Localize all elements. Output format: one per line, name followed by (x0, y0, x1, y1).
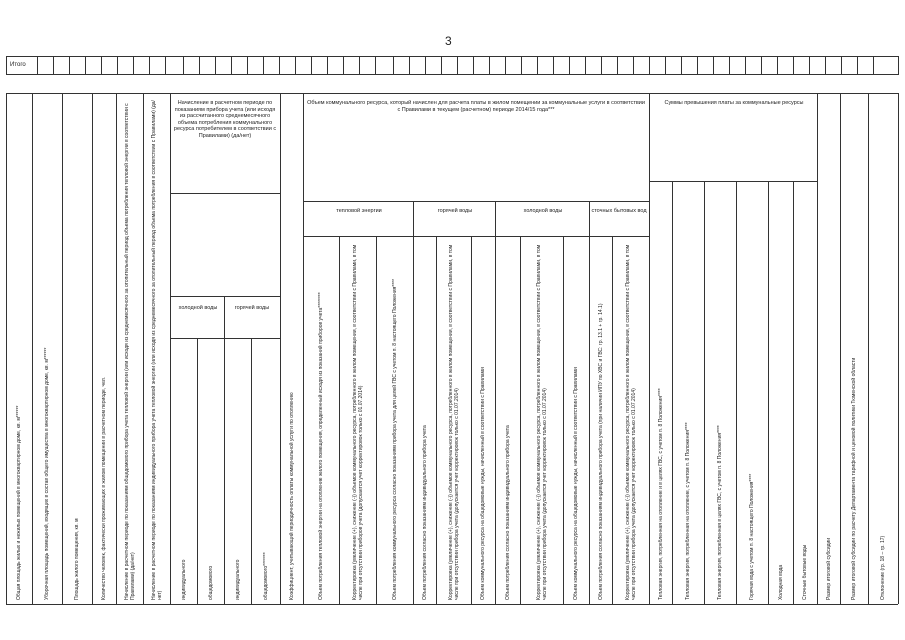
totals-cell-border (697, 56, 698, 74)
heat-header: тепловой энергии (336, 208, 382, 214)
totals-cell-border (199, 56, 200, 74)
column-border (520, 236, 521, 604)
column-header-14: Объем потребления коммунального ресурса согласно показаниям прибора учета для целей ГВС с учетом п. 8 настоящего Положения**** (391, 278, 398, 600)
column-header-6: Начисление в расчетном периоде по показаниям индивидуального прибора учета тепловой энергии (или исходя из среднемесячного за отопительный период объема потребления в соответствии с Правилами) (да/нет) (150, 100, 163, 600)
column-border (793, 181, 794, 604)
totals-cell-border (473, 56, 474, 74)
column-border (563, 236, 564, 604)
column-header-2: Уборочная площадь помещений, входящих в состав общего имущества в многоквартирном доме, кв. м****** (44, 347, 50, 600)
hot-water-header: горячей воды (234, 305, 270, 311)
column-header-29: Размер итоговой субсидии (825, 537, 832, 600)
column-border (413, 201, 414, 604)
totals-cell-border (729, 56, 730, 74)
column-border (868, 93, 869, 604)
totals-cell-border (311, 56, 312, 74)
column-border (143, 93, 144, 604)
totals-cell-border (247, 56, 248, 74)
totals-cell-border (263, 56, 264, 74)
totals-cell-border (409, 56, 410, 74)
totals-cell-border (295, 56, 296, 74)
totals-cell-border (793, 56, 794, 74)
totals-cell-border (327, 56, 328, 74)
column-border (170, 93, 171, 604)
column-header-24: Тепловая энергия, потребленная на отопление, с учетом п. 8 Положения**** (685, 422, 691, 600)
column-header-28: Сточные бытовые воды (802, 544, 808, 600)
column-border (116, 93, 117, 604)
totals-cell-border (617, 56, 618, 74)
totals-cell-border (505, 56, 506, 74)
totals-cell-border (117, 56, 118, 74)
column-header-7: индивидуального (180, 559, 187, 600)
totals-cell-border (777, 56, 778, 74)
totals-cell-border (85, 56, 86, 74)
totals-cell-border (761, 56, 762, 74)
column-border (471, 236, 472, 604)
column-border (817, 93, 818, 604)
column-border (840, 93, 841, 604)
column-border (197, 338, 198, 604)
column-header-3: Площадь жилого помещения, кв. м (74, 518, 80, 600)
totals-cell-border (359, 56, 360, 74)
column-header-15: Объем потребления согласно показаниям индивидуального прибора учета (421, 425, 428, 600)
column-header-12: Объем потребления тепловой энергии на отопление жилого помещения, определенный исходя из показаний приборов учета******** (318, 292, 324, 600)
column-border (672, 181, 673, 604)
column-header-19: Корректировка (увеличение (+), снижение (-)) объемов коммунального ресурса, потребленного в жилом помещении, в соответствии с Правилами, в том числе при отсутствии прибора учета (допускается учет корректировок только с 01.07.2014) (535, 244, 548, 600)
totals-cell-border (601, 56, 602, 74)
totals-cell-border (101, 56, 102, 74)
column-border (736, 181, 737, 604)
column-header-11: Коэффициент, учитывающий периодичность оплаты коммунальной услуги по отоплению (288, 392, 295, 600)
column-header-13: Корректировка (увеличение (+), снижение (-)) объемов коммунального ресурса, потребленного в жилом помещении, в соответствии с Правилами, в том числе при отсутствии приборов учета (допускается учет корректировок только с 01.07.2014) (351, 244, 364, 600)
column-border (251, 338, 252, 604)
column-border (280, 93, 281, 604)
totals-cell-border (841, 56, 842, 74)
hot-water-volume-header: горячей воды (437, 208, 473, 214)
column-header-17: Объем коммунального ресурса на общедомовые нужды, начисленный в соответствии с Правилами (480, 367, 486, 600)
excess-group-header: Суммы превышения платы за коммунальные ресурсы (664, 100, 804, 106)
column-header-31: Отклонение (гр. 18 – гр. 17) (880, 535, 886, 600)
column-border (704, 181, 705, 604)
totals-cell-border (521, 56, 522, 74)
totals-cell-border (425, 56, 426, 74)
column-border (339, 236, 340, 604)
totals-cell-border (633, 56, 634, 74)
totals-label: Итого (10, 62, 26, 68)
totals-cell-border (69, 56, 70, 74)
totals-cell-border (553, 56, 554, 74)
column-border (92, 93, 93, 604)
totals-cell-border (149, 56, 150, 74)
totals-cell-border (745, 56, 746, 74)
totals-cell-border (375, 56, 376, 74)
totals-cell-border (665, 56, 666, 74)
totals-cell-border (343, 56, 344, 74)
totals-cell-border (649, 56, 650, 74)
totals-cell-border (53, 56, 54, 74)
column-header-23: Тепловая энергия, потребленная на отопление и в целях ГВС, с учетом п. 8 Положения**** (657, 388, 664, 600)
column-border (589, 201, 590, 604)
column-header-22: Корректировка (увеличение (+), снижение (-)) объемов коммунального ресурса, потребленного в жилом помещении, в соответствии с Правилами, в том числе при отсутствии прибора учета (допускается учет корректировок только с 01.07.2014) (624, 244, 637, 600)
cold-water-header: холодной воды (178, 305, 218, 311)
totals-cell-border (681, 56, 682, 74)
column-header-30: Размер итоговой субсидии по расчету Департамента тарифной и ценовой политики Тюменской области (851, 357, 857, 600)
column-border (376, 236, 377, 604)
totals-cell-border (873, 56, 874, 74)
accrual-group-header: Начисление в расчетном периоде по показаниям прибора учета (или исходя из рассчитанного среднемесячного объема потребления коммунального ресурса потребителем в соответствии с Правилами) (да/нет) (173, 100, 277, 139)
totals-cell-border (489, 56, 490, 74)
totals-cell-border (857, 56, 858, 74)
column-border (32, 93, 33, 604)
totals-cell-border (215, 56, 216, 74)
column-header-9: индивидуального (234, 559, 241, 600)
column-border (62, 93, 63, 604)
volume-group-header: Объем коммунального ресурса, который начислен для расчета платы в жилом помещении за коммунальные услуги в соответствии с Правилами в текущем (расчетном) периоде 2014/15 года*** (307, 100, 645, 113)
column-header-5: Начисление в расчетном периоде по показаниям общедомового прибора учета тепловой энергии (или исходя из среднемесячного за отопительный период объема потребления тепловой энергии в соответствии с Правилами) (да/нет) (123, 103, 136, 600)
column-header-25: Тепловая энергия, потребленная в целях ГВС, с учетом п. 8 Положения**** (717, 425, 723, 600)
column-header-16: Корректировка (увеличение (+), снижение (-)) объемов коммунального ресурса, потребленного в жилом помещении, в соответствии с Правилами, в том числе при отсутствии прибора учета (допускается учет корректировок только с 01.07.2014) (447, 244, 460, 600)
totals-cell-border (585, 56, 586, 74)
column-border (436, 236, 437, 604)
column-border (612, 236, 613, 604)
totals-cell-border (537, 56, 538, 74)
page-number: 3 (445, 34, 452, 48)
column-header-20: Объем коммунального ресурса на общедомовые нужды, начисленный в соответствии с Правилами (573, 367, 579, 600)
column-border (495, 201, 496, 604)
totals-cell-border (37, 56, 38, 74)
column-border (768, 181, 769, 604)
cold-water-volume-header: холодной воды (523, 208, 563, 214)
wastewater-header: сточных бытовых вод (591, 208, 647, 214)
totals-cell-border (231, 56, 232, 74)
totals-cell-border (809, 56, 810, 74)
totals-cell-border (393, 56, 394, 74)
column-header-4: Количество человек, фактически проживающих в жилом помещении в расчетном периоде, чел. (101, 376, 107, 600)
column-header-1: Общая площадь жилых и нежилых помещений в многоквартирном доме, кв. м****** (16, 405, 22, 600)
column-header-8: общедомового (207, 565, 214, 600)
column-header-27: Холодная вода (777, 564, 784, 600)
column-header-21: Объем потребления согласно показаниям индивидуального прибора учета (при наличии ИПУ по ХВС и ГВС: гр. 13.1 + гр. 14.1) (597, 303, 604, 600)
totals-cell-border (569, 56, 570, 74)
column-header-18: Объем потребления согласно показаниям индивидуального прибора учета (504, 425, 511, 600)
column-header-10: общедомового******* (262, 552, 269, 600)
totals-cell-border (133, 56, 134, 74)
column-header-26: Горячая вода с учетом п. 8 настоящего Положения**** (749, 473, 755, 600)
column-border (649, 93, 650, 604)
totals-cell-border (457, 56, 458, 74)
totals-cell-border (825, 56, 826, 74)
totals-cell-border (441, 56, 442, 74)
column-border (303, 93, 304, 604)
totals-cell-border (279, 56, 280, 74)
column-border (224, 296, 225, 604)
totals-cell-border (165, 56, 166, 74)
totals-cell-border (183, 56, 184, 74)
totals-cell-border (713, 56, 714, 74)
